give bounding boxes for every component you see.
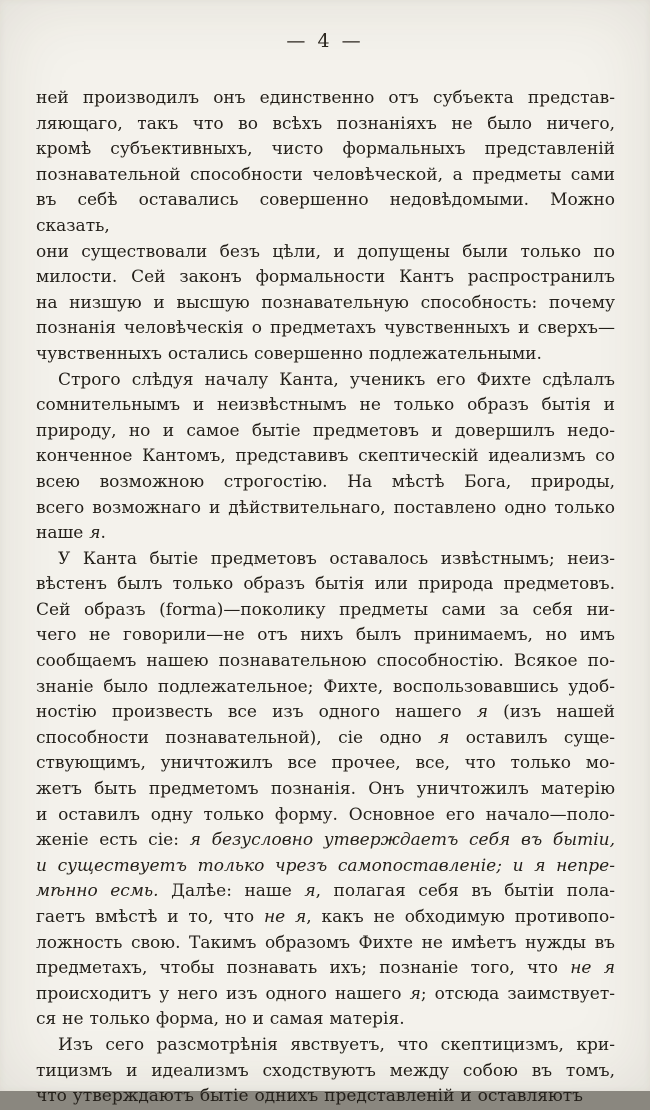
- text-run: и оставилъ одну только форму. Основное его начало—поло-: [36, 804, 615, 825]
- text-run: Изъ сего разсмотрѣнія явствуетъ, что скептицизмъ, кри-: [58, 1034, 615, 1055]
- text-line: [36, 905, 615, 931]
- text-run: ложность свою. Такимъ образомъ Фихте не имѣетъ нужды въ: [36, 932, 615, 953]
- text-line: [36, 675, 615, 701]
- text-line: [36, 572, 615, 598]
- text-line: [36, 393, 615, 419]
- text-run: наше: [36, 523, 90, 544]
- text-line: [36, 649, 615, 675]
- text-line: [36, 803, 615, 829]
- text-run: конченное Кантомъ, представивъ скептическій идеализмъ со: [36, 446, 615, 467]
- text-line: [36, 1059, 615, 1085]
- text-run: предметахъ, чтобы познавать ихъ; познаніе того, что: [36, 958, 571, 979]
- text-run: Строго слѣдуя началу Канта, ученикъ его Фихте сдѣлалъ: [58, 369, 615, 390]
- paragraph: [36, 368, 615, 547]
- text-run: на низшую и высшую познавательную способность: почему: [36, 292, 615, 313]
- text-line: [36, 828, 615, 854]
- text-line: [36, 623, 615, 649]
- text-run: что утверждаютъ бытіе однихъ представленій и оставляютъ: [36, 1086, 583, 1107]
- text-line: [36, 368, 615, 394]
- text-run: всего возможнаго и дѣйствительнаго, поставлено одно только: [36, 497, 615, 518]
- italic-text-run: не я: [570, 958, 615, 979]
- italic-text-run: мѣнно есмь.: [36, 881, 159, 902]
- text-run: познанія человѣческія о предметахъ чувственныхъ и сверхъ—: [36, 318, 615, 339]
- text-line: [36, 879, 615, 905]
- text-line: [36, 1007, 615, 1033]
- text-run: ней производилъ онъ единственно отъ субъекта представ-: [36, 88, 615, 108]
- text-line: [36, 188, 615, 239]
- paragraph: [36, 1033, 615, 1110]
- text-line: [36, 956, 615, 982]
- text-run: происходитъ у него изъ одного нашего: [36, 983, 410, 1004]
- text-run: ; отсюда заимствует-: [420, 983, 615, 1004]
- text-run: познавательной способности человѣческой, а предметы сами: [36, 164, 615, 185]
- paragraph: [36, 547, 615, 1033]
- italic-text-run: я: [438, 727, 450, 748]
- text-line: [36, 419, 615, 445]
- text-run: ляющаго, такъ что во всѣхъ познаніяхъ не было ничего,: [36, 113, 615, 134]
- text-line: [36, 86, 615, 112]
- text-run: женіе есть сіе:: [36, 830, 190, 851]
- text-run: ствующимъ, уничтожилъ все прочее, все, что только мо-: [36, 753, 615, 774]
- text-run: (изъ нашей: [488, 702, 616, 723]
- text-line: [36, 700, 615, 726]
- italic-text-run: я: [89, 523, 101, 544]
- text-run: вѣстенъ былъ только образъ бытія или природа предметовъ.: [36, 574, 615, 595]
- text-line: [36, 777, 615, 803]
- text-line: [36, 726, 615, 752]
- text-run: ся не только форма, но и самая матерія.: [36, 1009, 405, 1030]
- text-run: .: [100, 523, 106, 544]
- italic-text-run: я безусловно утверждаетъ себя въ бытіи,: [189, 830, 615, 851]
- text-line: [36, 316, 615, 342]
- italic-text-run: я: [476, 702, 489, 723]
- text-run: У Канта бытіе предметовъ оставалось извѣстнымъ; неиз-: [58, 548, 615, 569]
- text-line: [36, 982, 615, 1008]
- text-line: [36, 470, 615, 496]
- italic-text-run: я: [409, 983, 421, 1004]
- text-line: [36, 751, 615, 777]
- text-line: [36, 163, 615, 189]
- text-line: [36, 112, 615, 138]
- paragraph: [36, 86, 615, 368]
- italic-text-run: я: [304, 881, 316, 902]
- text-run: всею возможною строгостію. На мѣстѣ Бога, природы,: [36, 471, 615, 492]
- text-line: [36, 521, 615, 547]
- text-line: [36, 547, 615, 573]
- text-run: кромѣ субъективныхъ, чисто формальныхъ представленій: [36, 139, 615, 160]
- text-run: милости. Сей законъ формальности Кантъ распространилъ: [36, 267, 615, 288]
- text-line: [36, 240, 615, 266]
- text-run: ностію произвесть все изъ одного нашего: [36, 702, 477, 723]
- text-run: тицизмъ и идеализмъ сходствуютъ между собою въ томъ,: [36, 1060, 615, 1081]
- text-run: знаніе было подлежательное; Фихте, воспользовавшись удоб-: [36, 676, 615, 697]
- text-run: , полагая себя въ бытіи пола-: [315, 881, 615, 902]
- text-line: [36, 496, 615, 522]
- text-line: [36, 1084, 615, 1110]
- text-run: жетъ быть предметомъ познанія. Онъ уничтожилъ матерію: [36, 779, 615, 800]
- text-run: сомнительнымъ и неизвѣстнымъ не только образъ бытія и: [36, 395, 615, 416]
- text-line: [36, 265, 615, 291]
- text-run: природу, но и самое бытіе предметовъ и довершилъ недо-: [36, 420, 615, 441]
- text-line: [36, 342, 615, 368]
- text-run: сообщаемъ нашею познавательною способностію. Всякое по-: [36, 651, 615, 672]
- text-line: [36, 598, 615, 624]
- text-run: оставилъ суще-: [449, 727, 615, 748]
- text-line: [36, 444, 615, 470]
- text-run: чувственныхъ остались совершенно подлежательными.: [36, 343, 542, 364]
- text-run: гаетъ вмѣстѣ и то, что: [36, 907, 264, 927]
- text-run: въ себѣ оставались совершенно недовѣдомыми. Можно сказать,: [36, 190, 615, 236]
- text-run: способности познавательной), сіе одно: [36, 727, 439, 748]
- text-run: Сей образъ (forma)—поколику предметы сами за себя ни-: [36, 599, 615, 620]
- text-line: [36, 1033, 615, 1059]
- text-run: Далѣе: наше: [158, 881, 305, 902]
- page-body: [36, 86, 615, 1110]
- italic-text-run: не я: [263, 907, 307, 927]
- text-line: [36, 291, 615, 317]
- italic-text-run: и существуетъ только чрезъ самопоставленіе; и я непре-: [36, 855, 615, 876]
- page-number: — 4 —: [286, 30, 364, 52]
- text-run: , какъ не обходимую противопо-: [306, 907, 615, 927]
- text-run: чего не говорили—не отъ нихъ былъ принимаемъ, но имъ: [36, 625, 615, 646]
- text-line: [36, 931, 615, 957]
- text-run: они существовали безъ цѣли, и допущены были только по: [36, 241, 615, 262]
- text-line: [36, 137, 615, 163]
- text-line: [36, 854, 615, 880]
